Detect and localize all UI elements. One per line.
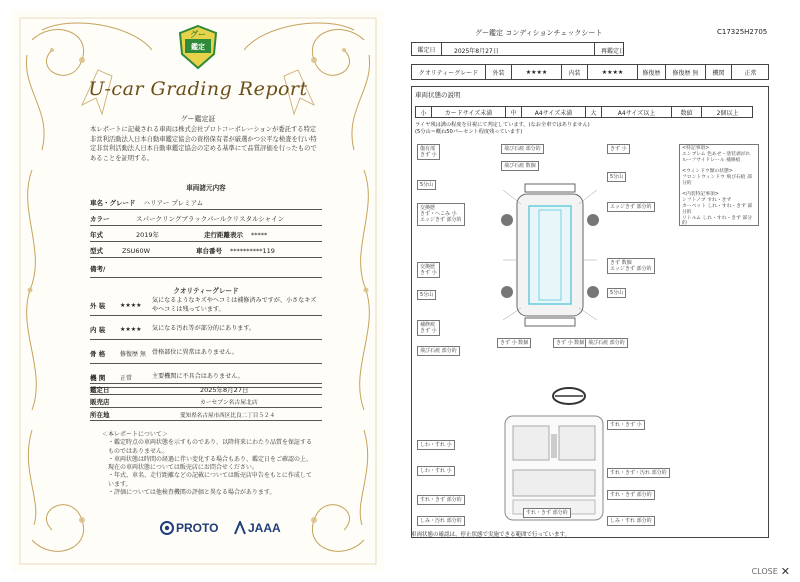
damage-note: 交換歴 きず 小: [417, 262, 440, 278]
specs-title: 車両諸元内容: [186, 184, 226, 192]
count-label: 数値: [672, 107, 702, 118]
grade-engine-text: 主要機関に不具合はありません。: [152, 373, 244, 381]
close-label: CLOSE: [751, 567, 778, 576]
color-value: スパークリングブラックパールクリスタルシャイン: [136, 215, 285, 223]
grade-engine-label: 機 関: [90, 374, 106, 382]
size-large-value: A4サイズ以上: [602, 107, 672, 118]
interior-note: すれ・きず 部分的: [417, 495, 465, 505]
model-row: [90, 196, 322, 210]
damage-note: 交換歴 きず・へこみ 小 エッジきず 部分的: [417, 203, 465, 226]
count-value: 2個以上: [716, 110, 739, 117]
dealer-label: 販売店: [90, 398, 110, 406]
note-item: ・評価については他検査機関の評価と異なる場合があります。: [108, 489, 276, 497]
section-title: 車両状態の説明: [415, 91, 461, 99]
chassis-value: **********119: [230, 246, 275, 255]
odometer-label: 走行距離表示: [204, 231, 243, 239]
grade-engine-mark: 正常: [120, 375, 133, 382]
damage-note: きず 小 数個: [553, 338, 587, 348]
tire-note-2: (5分山＝概ね50パーセント程度残っています): [415, 129, 523, 135]
dealer-row: [90, 396, 322, 408]
summary-exterior-value: ★★★★: [512, 65, 562, 80]
proto-logo-text: PROTO: [176, 521, 219, 535]
appraisal-date-row: [90, 383, 322, 395]
interior-note: しわ・すれ 小: [417, 466, 455, 476]
damage-note: 5分山: [417, 290, 436, 300]
grade-frame-mark: 修復歴 無: [120, 351, 146, 358]
odometer-value: *****: [251, 230, 268, 239]
damage-note: 5分山: [607, 288, 626, 298]
damage-note: エッジきず 部分的: [607, 202, 655, 212]
model-label: 車名・グレード: [90, 199, 136, 207]
interior-note: しみ・汚れ 部分的: [417, 516, 465, 526]
footer-note: 車両状態の確認は、停止状態で実施できる範囲で行っています。: [411, 532, 571, 538]
damage-note: 飛び石痕 部分的: [501, 144, 544, 154]
year-value: 2019年: [136, 231, 160, 239]
grade-exterior-stars: ★★★★: [120, 302, 142, 309]
condition-check-sheet: [405, 22, 775, 542]
report-notes: [102, 431, 312, 497]
type-row: [90, 244, 322, 258]
type-value: ZSU60W: [122, 246, 151, 255]
interior-note: すれ・きず・汚れ 部分的: [607, 468, 670, 478]
grade-exterior-label: 外 装: [90, 302, 106, 310]
size-legend: [415, 106, 753, 118]
summary-repair-value: 修復歴 無: [666, 65, 706, 80]
grade-interior-row: [90, 320, 322, 340]
note-item: ・鑑定時点の車両状態を示すものであり、以降将来にわたり品質を保証するものではありません。: [108, 439, 313, 455]
chassis-label: 車台番号: [196, 247, 222, 255]
steering-wheel-icon: [551, 386, 587, 406]
address-value: 愛知県名古屋市西区比良二丁目５２４: [180, 412, 276, 419]
year-label: 年式: [90, 231, 103, 239]
summary-grade-label: クオリティーグレード: [412, 65, 486, 80]
summary-repair-label: 修復歴: [638, 65, 666, 80]
damage-note: 5分山: [607, 172, 626, 182]
badge-line2: 鑑定: [191, 43, 205, 51]
size-small-label: 小: [416, 107, 432, 118]
sheet-ref-code: C17325H2705: [717, 28, 768, 36]
type-label: 型式: [90, 247, 103, 255]
appraisal-date-value: 2025年8月27日: [200, 385, 249, 394]
grade-summary-row: [411, 64, 769, 80]
jaaa-logo: [234, 521, 281, 535]
grade-interior-stars: ★★★★: [120, 326, 142, 333]
grade-title: クオリティーグレード: [173, 287, 239, 295]
damage-note: 飛び石痕 部分的: [585, 338, 628, 348]
date-label: 鑑定日: [412, 43, 442, 56]
report-title: U-car Grading Report: [88, 78, 308, 100]
damage-note: きず 小 数個: [497, 338, 531, 348]
dealer-value: カーセブン名古屋北店: [200, 400, 258, 406]
address-row: [90, 409, 322, 421]
logos: [12, 521, 384, 543]
year-row: [90, 228, 322, 242]
remarks-label: 備考/: [90, 265, 106, 273]
jaaa-mark-icon: [234, 521, 246, 535]
close-icon: ✕: [780, 565, 790, 578]
address-label: 所在地: [90, 411, 110, 419]
interior-note: すれ・きず 部分的: [607, 490, 655, 500]
proto-mark-icon: [160, 521, 174, 535]
date-value: 2025年8月27日: [454, 48, 499, 55]
interior-note: しみ・すれ 部分的: [607, 516, 655, 526]
grade-exterior-text: 気になるようなキズやヘコミは補修済みですが、小さなキズやヘコミは残っています。: [152, 296, 317, 313]
size-small-value: カードサイズ未満: [432, 107, 506, 118]
color-row: [90, 212, 322, 226]
goo-appraisal-badge: [176, 24, 220, 74]
damage-note: 飛び石痕 数個: [501, 161, 539, 171]
grade-exterior-row: [90, 296, 322, 316]
grade-frame-row: [90, 344, 322, 364]
remarks-row: [90, 260, 322, 278]
close-button[interactable]: [752, 565, 790, 578]
summary-engine-label: 機関: [706, 65, 732, 80]
date-divider: [594, 43, 595, 56]
grading-report-certificate: [12, 10, 384, 572]
notes-title: ＜本レポートについて＞: [102, 431, 168, 438]
note-item: ・車両状態は時間の経過に伴い変化する場合もあり、鑑定日をご確認の上、現在の車両状態については販売店にお問合せください。: [108, 455, 313, 472]
special-notes: <特記事項> エンブレム 色あせ・塗装剥がれ ルーフサイドレール 補修痕 <ウィンドウ類の状態> フロントウィンドウ 飛び石痕 部分的 <内装特記事項> シフトノブ すれ・きず カーペット しれ・すれ・きず 部分的 リトルム しれ・すれ・きず 部分的: [679, 144, 759, 226]
car-top-view-diagram: [495, 180, 605, 330]
badge-line1: グー: [190, 30, 206, 39]
damage-note: 飛び石痕 部分的: [417, 346, 460, 356]
grade-interior-text: 気になる汚れ等が部分的にあります。: [152, 325, 256, 333]
appraisal-date-label: 鑑定日: [90, 385, 110, 394]
date-row: [411, 42, 624, 56]
interior-note: しわ・すれ 小: [417, 440, 455, 450]
grade-interior-label: 内 装: [90, 326, 106, 334]
proto-logo: [160, 521, 218, 535]
damage-note: 補修痕 きず 小: [417, 320, 440, 336]
sheet-title: グー鑑定 コンディションチェックシート: [475, 29, 603, 37]
damage-note: きず 小: [607, 144, 630, 154]
size-large-label: 大: [586, 107, 602, 118]
damage-note: 傷有部 きず 小: [417, 144, 440, 160]
size-mid-value: A4サイズ未満: [522, 107, 586, 118]
model-value: ハリアー プレミアム: [143, 199, 204, 207]
summary-interior-label: 内装: [562, 65, 588, 80]
summary-exterior-label: 外装: [486, 65, 512, 80]
size-mid-label: 中: [506, 107, 522, 118]
grade-frame-label: 骨 格: [90, 350, 106, 358]
summary-interior-value: ★★★★: [588, 65, 638, 80]
tire-note-1: ライヤ残は溝の程度を目視にて判定しています。(なお全車ではありません): [415, 122, 590, 128]
intro-text: 本レポートに記載される車両は株式会社プロトコーポレーションが委託する特定非営利活動法人日本自動車鑑定協会の資格保有者が厳選かつ公平な検査を行い特定非営利活動法人日本自動車鑑定協会の定める基準にて品質評価を行ったものであることを証明する。: [90, 126, 317, 162]
color-label: カラー: [90, 215, 110, 223]
note-item: ・年式、車名、走行距離などの記載については販売店申告をもとに作成しています。: [108, 472, 312, 488]
interior-note: すれ・きず 部分的: [523, 508, 571, 518]
grade-frame-text: 骨格部位に異常はありません。: [152, 349, 238, 357]
interior-note: すれ・きず 小: [607, 420, 645, 430]
summary-engine-value: 正常: [744, 70, 757, 77]
certificate-name: グー鑑定証: [180, 115, 216, 123]
jaaa-logo-text: JAAA: [248, 521, 281, 535]
reappraisal-label: 再鑑定日: [601, 48, 626, 55]
damage-note: きず 数個 エッジきず 部分的: [607, 258, 655, 274]
damage-note: 5分山: [417, 180, 436, 190]
